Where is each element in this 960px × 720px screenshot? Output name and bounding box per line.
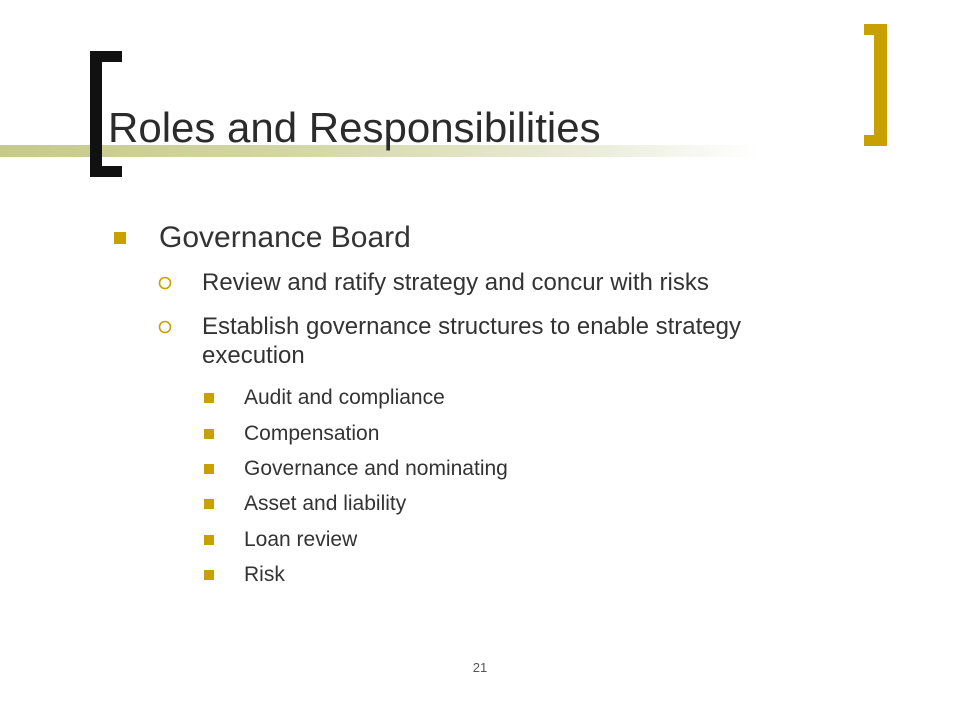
- bullet-text: Governance Board: [159, 221, 411, 254]
- bullet-level3: [204, 561, 285, 589]
- bullet-text: Asset and liability: [244, 492, 407, 515]
- bullet-text: Audit and compliance: [244, 386, 445, 409]
- square-bullet-icon: [204, 535, 214, 545]
- square-bullet-icon: [204, 499, 214, 509]
- bullet-text: Governance and nominating: [244, 457, 508, 480]
- bullet-level3: [204, 420, 379, 448]
- page-number: 21: [472, 660, 488, 675]
- bullet-level1: [114, 218, 411, 258]
- square-bullet-icon: [204, 429, 214, 439]
- bullet-text: Risk: [244, 563, 285, 586]
- bullet-text: Establish governance structures to enable strategy execution: [202, 313, 741, 369]
- square-bullet-icon: [204, 393, 214, 403]
- square-bullet-icon: [114, 232, 126, 244]
- bullet-level2: [158, 268, 902, 297]
- bullet-text: Compensation: [244, 422, 380, 445]
- bullet-level3: [204, 490, 406, 518]
- square-bullet-icon: [204, 570, 214, 580]
- bullet-level3: [204, 526, 357, 554]
- slide-title: Roles and Responsibilities: [108, 104, 601, 151]
- circle-bullet-icon: [158, 276, 172, 290]
- bullet-level2: [158, 312, 842, 370]
- bullet-text: Loan review: [244, 528, 358, 551]
- bullet-text: Review and ratify strategy and concur with risks: [202, 269, 709, 296]
- circle-bullet-icon: [158, 320, 172, 334]
- bullet-level3: [204, 384, 445, 412]
- square-bullet-icon: [204, 464, 214, 474]
- bullet-level3: [204, 455, 508, 483]
